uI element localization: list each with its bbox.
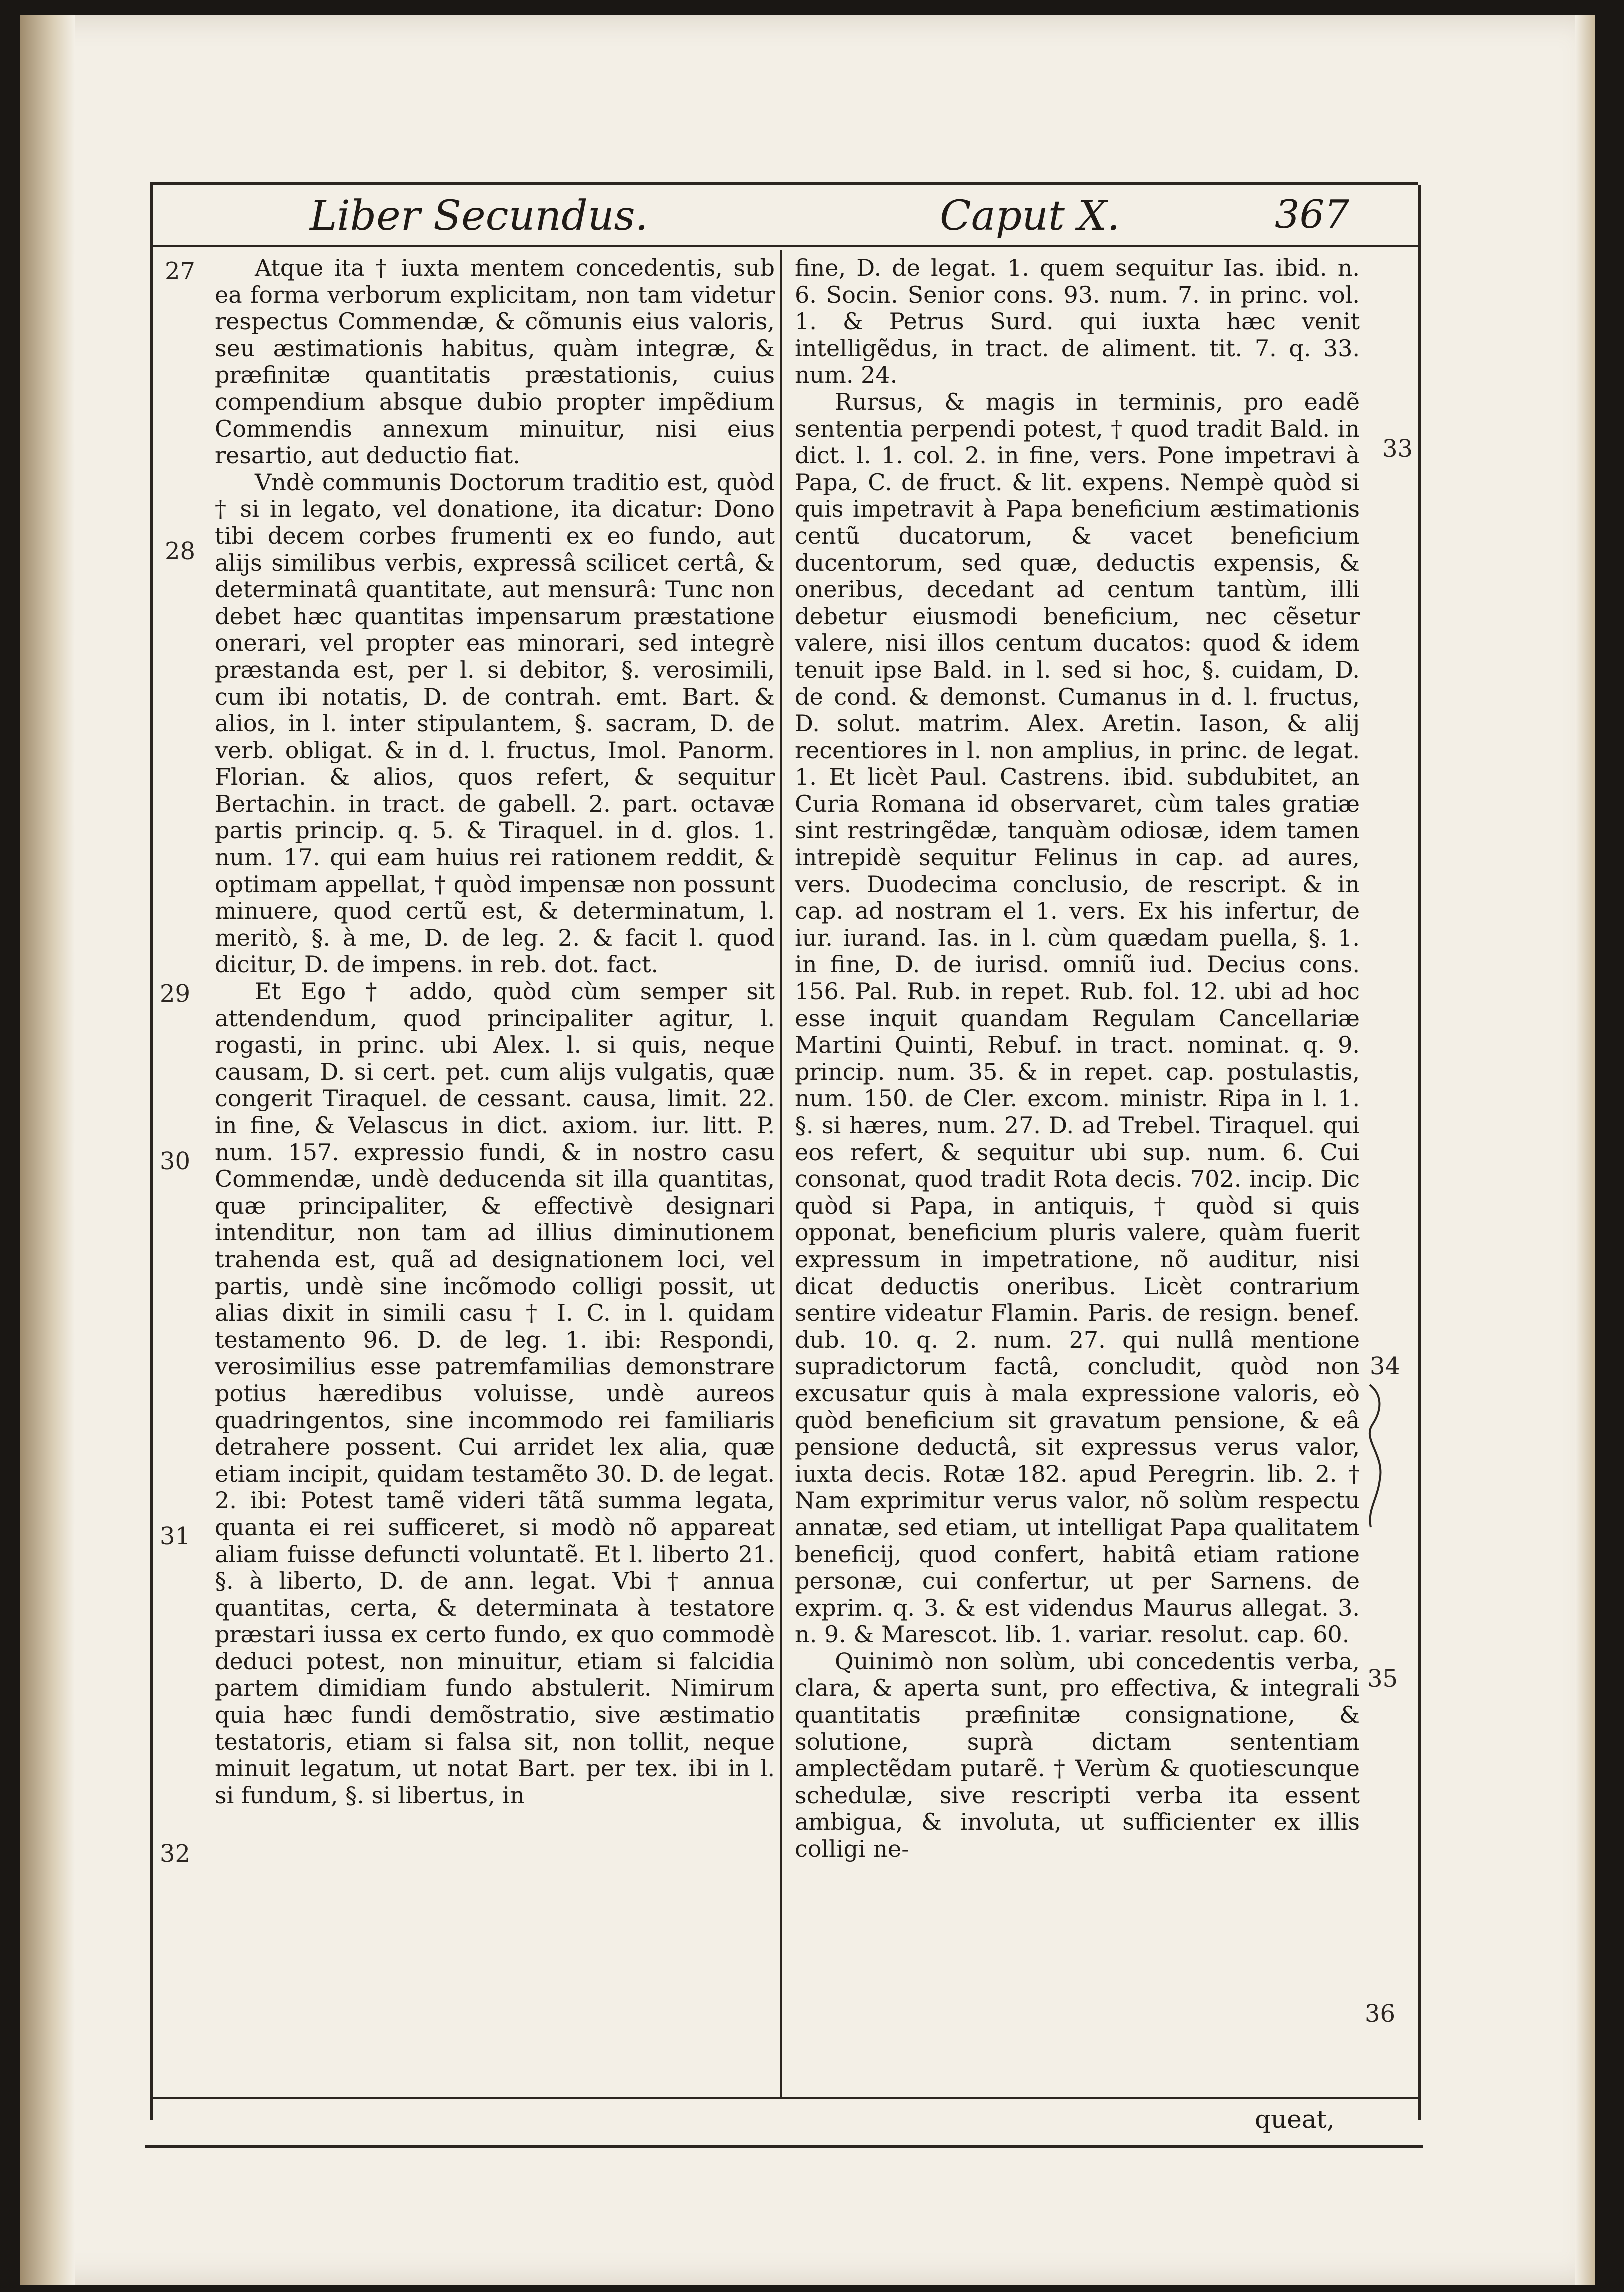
margin-note-number: 27 <box>165 258 196 286</box>
paragraph: Rursus, & magis in terminis, pro eadẽ sententia perpendi potest, † quod tradit Bald. in dict. l. 1. col. 2. in fine, vers. Pone impetravi à Papa, C. de fruct. & lit. expens. Nempè quòd si quis impetravit à Papa beneficium æstimationis centũ ducatorum, & vacet beneficium ducentorum, sed quæ, deductis expensis, & oneribus, decedant ad centum tantùm, illi debetur eiusmodi beneficium, nec cẽsetur valere, nisi illos centum ducatos: quod & idem tenuit ipse Bald. in l. sed si hoc, §. cuidam, D. de cond. & demonst. Cumanus in d. l. fructus, D. solut. matrim. Alex. Aretin. Iason, & alij recentiores in l. non amplius, in princ. de legat. 1. Et licèt Paul. Castrens. ibid. subdubitet, an Curia Romana id observaret, cùm tales gratiæ sint restringẽdæ, tanquàm odiosæ, idem tamen intrepidè sequitur Felinus in cap. ad aures, vers. Duodecima conclusio, de rescript. & in cap. ad nostram el 1. vers. Ex his infertur, de iur. iurand. Ias. in l. cùm quædam puella, §. 1. in fine, D. de iurisd. omniũ iud. Decius cons. 156. Pal. Rub. in repet. Rub. fol. 12. ubi ad hoc esse inquit quandam Regulam Cancellariæ Martini Quinti, Rebuf. in tract. nominat. q. 9. princip. num. 35. & in repet. cap. postulastis, num. 150. de Cler. excom. ministr. Ripa in l. 1. §. si hæres, num. 27. D. ad Trebel. Tiraquel. qui eos refert, & sequitur ubi sup. num. 6. Cui consonat, quod tradit Rota decis. 702. incip. Dic quòd si Papa, in antiquis, † quòd si quis opponat, beneficium pluris valere, quàm fuerit expressum in impetratione, nõ auditur, nisi dicat deductis oneribus. Licèt contrarium sentire videatur Flamin. Paris. de resign. benef. dub. 10. q. 2. num. 27. qui nullâ mentione supradictorum factâ, concludit, quòd non excusatur quis à mala expressione valoris, eò quòd beneficium sit gravatum pensione, & eâ pensione deductâ, sit expressus verus valor, iuxta decis. Rotæ 182. apud Peregrin. lib. 2. † Nam exprimitur verus valor, nõ solùm respectu annatæ, sed etiam, ut intelligat Papa qualitatem beneficij, quod confert, habitâ etiam ratione personæ, cui confertur, ut per Sarnens. de exprim. q. 3. & est videndus Maurus allegat. 3. n. 9. & Marescot. lib. 1. variar. resolut. cap. 60. <box>795 388 1360 1648</box>
catchword: queat, <box>1255 2105 1335 2134</box>
margin-note-number: 35 <box>1367 1665 1398 1693</box>
left-text-column <box>215 255 775 1809</box>
page-edge <box>1575 15 1595 2285</box>
margin-note-number: 31 <box>160 1522 191 1550</box>
margin-note-number: 36 <box>1365 2000 1396 2028</box>
bottom-border-rule <box>150 2098 1418 2100</box>
paragraph: Quinimò non solùm, ubi concedentis verba, clara, & aperta sunt, pro effectiva, & integrali quantitatis præfinitæ consignatione, & solutione, suprà dictam sententiam amplectẽdam putarẽ. † Verùm & quotiescunque schedulæ, sive rescripti verba ita essent ambigua, & involuta, ut sufficienter ex illis colligi ne- <box>795 1648 1360 1863</box>
running-head-book: Liber Secundus. <box>310 192 648 240</box>
page-number: 367 <box>1275 192 1349 238</box>
right-text-column <box>795 255 1360 1863</box>
margin-note-number: 32 <box>160 1840 191 1868</box>
column-divider <box>780 250 782 2098</box>
book-spine-shadow <box>20 15 75 2285</box>
margin-note-number: 28 <box>165 538 196 566</box>
margin-note-number: 34 <box>1370 1352 1401 1380</box>
paragraph: Et Ego † addo, quòd cùm semper sit attendendum, quod principaliter agitur, l. rogasti, in princ. ubi Alex. l. si quis, neque causam, D. si cert. pet. cum alijs vulgatis, quæ congerit Tiraquel. de cessant. causa, limit. 22. in fine, & Velascus in dict. axiom. iur. litt. P. num. 157. expressio fundi, & in nostro casu Commendæ, undè deducenda sit illa quantitas, quæ principaliter, & effectivè designari intenditur, non tam ad illius diminutionem trahenda est, quã ad designationem loci, vel partis, undè sine incõmodo colligi possit, ut alias dixit in simili casu † I. C. in l. quidam testamento 96. D. de leg. 1. ibi: Respondi, verosimilius esse patremfamilias demonstrare potius hæredibus voluisse, undè aureos quadringentos, sine incommodo rei familiaris detrahere possent. Cui arridet lex alia, quæ etiam incipit, quidam testamẽto 30. D. de legat. 2. ibi: Potest tamẽ videri tãtã summa legata, quanta ei rei sufficeret, si modò nõ appareat aliam fuisse defuncti voluntatẽ. Et l. liberto 21. §. à liberto, D. de ann. legat. Vbi † annua quantitas, certa, & determinata à testatore præstari iussa ex certo fundo, ex quo commodè deduci potest, non minuitur, etiam si falcidia partem dimidiam fundo abstulerit. Nimirum quia hæc fundi demõstratio, sive æstimatio testatoris, etiam si falsa sit, non tollit, neque minuit legatum, ut notat Bart. per tex. ibi in l. si fundum, §. si libertus, in <box>215 978 775 1809</box>
paragraph: Atque ita † iuxta mentem concedentis, sub ea forma verborum explicitam, non tam videtur respectus Commendæ, & cõmunis eius valoris, seu æstimationis habitus, quàm integræ, & præfinitæ quantitatis præstationis, cuius compendium absque dubio propter impẽdium Commendis annexum minuitur, nisi eius resartio, aut deductio fiat. <box>215 254 775 470</box>
handwritten-bracket-mark <box>1360 1380 1390 1530</box>
margin-note-number: 33 <box>1382 435 1413 463</box>
paragraph: Vndè communis Doctorum traditio est, quòd † si in legato, vel donatione, ita dicatur: Dono tibi decem corbes frumenti ex eo fundo, aut alijs similibus verbis, expressâ scilicet certâ, & determinatâ quantitate, aut mensurâ: Tunc non debet hæc quantitas impensarum præstatione onerari, vel propter eas minorari, sed integrè præstanda est, per l. si debitor, §. verosimili, cum ibi notatis, D. de contrah. emt. Bart. & alios, in l. inter stipulantem, §. sacram, D. de verb. obligat. & in d. l. fructus, Imol. Panorm. Florian. & alios, quos refert, & sequitur Bertachin. in tract. de gabell. 2. part. octavæ partis princip. q. 5. & Tiraquel. in d. glos. 1. num. 17. qui eam huius rei rationem reddit, & optimam appellat, † quòd impensæ non possunt minuere, quod certũ est, & determinatum, l. meritò, §. à me, D. de leg. 2. & facit l. quod dicitur, D. de impens. in reb. dot. fact. <box>215 468 775 978</box>
footer-rule <box>145 2145 1423 2148</box>
margin-note-number: 29 <box>160 980 191 1008</box>
margin-note-number: 30 <box>160 1148 191 1176</box>
paragraph: fine, D. de legat. 1. quem sequitur Ias. ibid. n. 6. Socin. Senior cons. 93. num. 7. in princ. vol. 1. & Petrus Surd. qui iuxta hæc venit intelligẽdus, in tract. de aliment. tit. 7. q. 33. num. 24. <box>795 254 1360 389</box>
running-head-chapter: Caput X. <box>940 192 1120 240</box>
